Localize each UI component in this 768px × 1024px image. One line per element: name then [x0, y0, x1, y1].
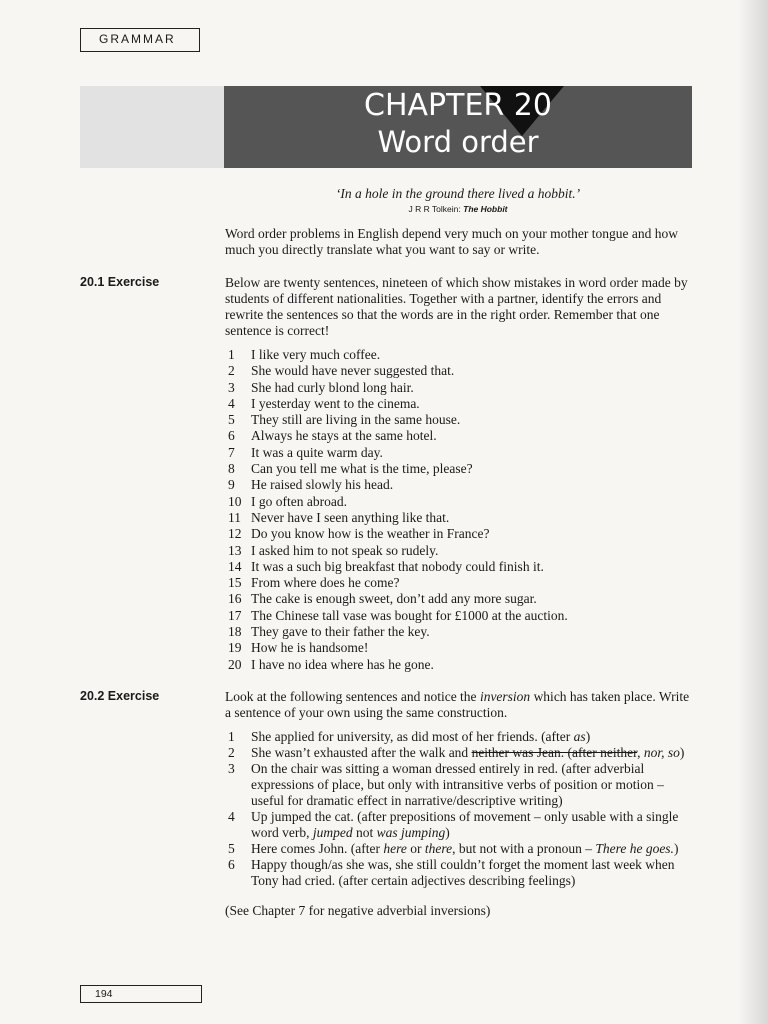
epigraph-source — [224, 204, 692, 214]
item-number: 17 — [228, 607, 242, 623]
item-text: ) — [445, 825, 450, 840]
exercise-2-instructions — [225, 689, 690, 721]
item-number: 11 — [228, 509, 241, 525]
list-item — [225, 363, 695, 379]
item-text: Happy though/as she was, she still couldn’t forget the moment last week when Tony had cried. (after certain adjectives describing feelings) — [251, 857, 675, 888]
item-text: ) — [585, 729, 591, 744]
item-text: From where does he come? — [251, 575, 400, 591]
item-text: or — [406, 841, 425, 856]
list-item — [225, 510, 695, 526]
item-text: Always he stays at the same hotel. — [251, 428, 437, 444]
list-item — [225, 559, 695, 575]
item-number: 3 — [228, 379, 235, 395]
list-item — [225, 809, 695, 841]
item-number: 12 — [228, 526, 242, 542]
item-text: He raised slowly his head. — [251, 477, 394, 493]
list-item — [225, 729, 695, 745]
list-item — [225, 745, 695, 761]
instr-text: Look at the following sentences and notice the — [225, 689, 480, 704]
item-number: 3 — [228, 761, 235, 776]
item-emphasis: jumped — [312, 825, 353, 840]
item-text: She applied for university, as did most of her friends. (after — [251, 729, 574, 744]
list-item — [225, 591, 695, 607]
item-emphasis: nor, so — [643, 745, 680, 760]
list-item — [225, 608, 695, 624]
item-text: not — [352, 825, 377, 840]
exercise-2-list — [225, 729, 695, 889]
item-number: 20 — [228, 656, 242, 672]
item-number: 6 — [228, 428, 235, 444]
item-number: 18 — [228, 624, 242, 640]
chapter-number: CHAPTER 20 — [364, 88, 552, 123]
chapter-reference-note: (See Chapter 7 for negative adverbial inversions) — [225, 903, 491, 918]
item-text: I asked him to not speak so rudely. — [251, 542, 439, 558]
epigraph-author: J R R Tolkein: — [408, 204, 461, 214]
item-number: 1 — [228, 347, 235, 362]
item-text: I go often abroad. — [251, 493, 347, 509]
item-text: Here comes John. (after — [251, 841, 384, 856]
epigraph-work: The Hobbit — [463, 204, 508, 214]
instr-emphasis: inversion — [479, 689, 531, 704]
item-number: 10 — [228, 493, 242, 509]
item-text: It was a such big breakfast that nobody could finish it. — [251, 558, 544, 574]
list-item — [225, 477, 695, 493]
item-text: How he is handsome! — [251, 640, 369, 656]
exercise-1-instructions: Below are twenty sentences, nineteen of which show mistakes in word order made by students of different nationalities. Together with a partner, identify the errors and rewrite the sentences so that the words are in the right order. Remember that one sentence is correct! — [225, 275, 688, 338]
list-item — [225, 857, 695, 889]
item-number: 9 — [228, 477, 235, 493]
page-number: 194 — [80, 985, 202, 1003]
item-text: Do you know how is the weather in France? — [251, 526, 490, 542]
list-item — [225, 396, 695, 412]
item-emphasis: as — [573, 729, 586, 744]
item-number: 14 — [228, 558, 242, 574]
item-text: I like very much coffee. — [251, 347, 381, 362]
item-number: 5 — [228, 412, 235, 428]
item-emphasis: there — [424, 841, 453, 856]
list-item — [225, 624, 695, 640]
item-text: , but not with a pronoun – — [452, 841, 596, 856]
item-number: 2 — [228, 745, 235, 760]
item-text: I yesterday went to the cinema. — [251, 395, 420, 411]
list-item — [225, 461, 695, 477]
epigraph-quote: ‘In a hole in the ground there lived a hobbit.’ — [335, 186, 581, 201]
exercise-2-label: 20.2 Exercise — [80, 689, 160, 703]
item-text: She would have never suggested that. — [251, 363, 455, 379]
exercise-1-list — [225, 347, 695, 673]
item-text: ) — [679, 745, 685, 760]
item-text: ) — [673, 841, 679, 856]
bleed-through-band — [80, 86, 225, 168]
item-number: 4 — [228, 395, 235, 411]
item-text: She wasn’t exhausted after the walk and — [251, 745, 472, 760]
item-number: 8 — [228, 461, 235, 477]
section-tab: GRAMMAR — [80, 28, 200, 52]
item-number: 6 — [228, 857, 235, 872]
item-number: 5 — [228, 841, 235, 856]
item-text: It was a quite warm day. — [251, 444, 383, 460]
list-item — [225, 445, 695, 461]
struck-text: neither was Jean. (after neither — [471, 745, 638, 760]
list-item — [225, 494, 695, 510]
item-emphasis: here — [383, 841, 407, 856]
item-number: 1 — [228, 729, 235, 744]
item-emphasis: was jumping — [376, 825, 446, 840]
item-emphasis: There he goes. — [595, 841, 674, 856]
item-number: 7 — [228, 444, 235, 460]
item-number: 16 — [228, 591, 242, 607]
item-text: Up jumped the cat. (after prepositions of movement – only usable with a single word verb, — [251, 809, 679, 840]
exercise-1-label: 20.1 Exercise — [80, 275, 160, 289]
intro-paragraph: Word order problems in English depend very much on your mother tongue and how much you directly translate what you want to say or write. — [225, 226, 678, 257]
page-edge-shadow — [738, 0, 768, 1024]
item-text: They still are living in the same house. — [251, 412, 461, 428]
list-item — [225, 575, 695, 591]
item-text: The Chinese tall vase was bought for £1000 at the auction. — [251, 607, 568, 623]
item-text: She had curly blond long hair. — [251, 379, 414, 395]
item-text: Never have I seen anything like that. — [251, 509, 450, 525]
list-item — [225, 657, 695, 673]
list-item — [225, 412, 695, 428]
item-number: 19 — [228, 640, 242, 656]
list-item — [225, 428, 695, 444]
item-number: 4 — [228, 809, 235, 824]
list-item — [225, 640, 695, 656]
list-item — [225, 761, 695, 809]
instr-text: which has taken place. Write a sentence of your own using the same construction. — [225, 689, 690, 720]
item-text: I have no idea where has he gone. — [251, 656, 434, 672]
item-text: The cake is enough sweet, don’t add any more sugar. — [251, 591, 537, 607]
list-item — [225, 526, 695, 542]
item-text: They gave to their father the key. — [251, 624, 430, 640]
item-number: 13 — [228, 542, 242, 558]
list-item — [225, 380, 695, 396]
item-number: 2 — [228, 363, 235, 379]
item-text: , — [637, 745, 644, 760]
chapter-title: Word order — [377, 125, 539, 159]
item-text: Can you tell me what is the time, please? — [251, 461, 473, 477]
list-item — [225, 347, 695, 363]
item-text: On the chair was sitting a woman dressed entirely in red. (after adverbial expressions of place, but only with intransitive verbs of position or motion – useful for dramatic effect in narrative/descriptive writing) — [251, 761, 664, 808]
item-number: 15 — [228, 575, 242, 591]
list-item — [225, 543, 695, 559]
list-item — [225, 841, 695, 857]
